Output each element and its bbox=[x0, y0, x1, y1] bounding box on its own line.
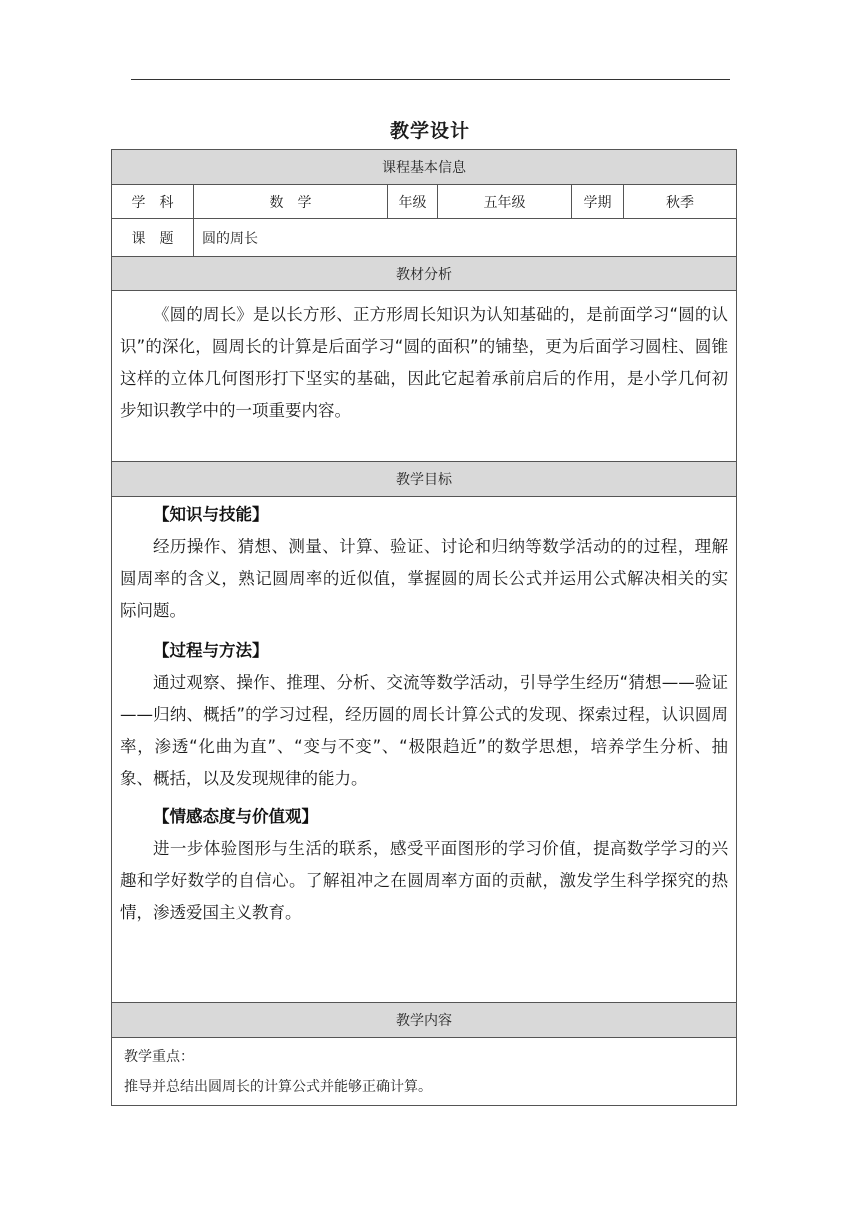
teaching-goals-header-row bbox=[112, 462, 737, 497]
process-method-text: 通过观察、操作、推理、分析、交流等数学活动，引导学生经历“猜想——验证——归纳、概括”的学习过程，经历圆的周长计算公式的发现、探索过程，认识圆周率，渗透“化曲为直”、“变与不变”、“极限趋近”的数学思想，培养学生分析、抽象、概括，以及发现规律的能力。 bbox=[120, 673, 729, 788]
header-rule bbox=[131, 79, 730, 80]
emotion-values-text: 进一步体验图形与生活的联系，感受平面图形的学习价值，提高数学学习的兴趣和学好数学的自信心。了解祖冲之在圆周率方面的贡献，激发学生科学探究的热情，渗透爱国主义教育。 bbox=[120, 839, 729, 922]
teaching-content-section-label: 教学内容 bbox=[112, 1003, 737, 1038]
grade-value: 五年级 bbox=[438, 185, 572, 219]
grade-label: 年级 bbox=[388, 185, 438, 219]
material-analysis-body bbox=[112, 291, 737, 462]
key-point-text: 推导并总结出圆周长的计算公式并能够正确计算。 bbox=[124, 1079, 432, 1095]
material-analysis-body-row bbox=[112, 291, 737, 462]
material-analysis-header-row bbox=[112, 257, 737, 291]
key-point-label: 教学重点： bbox=[124, 1049, 194, 1065]
process-method-heading: 【过程与方法】 bbox=[153, 641, 269, 660]
subject-value: 数 学 bbox=[194, 185, 388, 219]
subject-label: 学 科 bbox=[112, 185, 194, 219]
teaching-goals-body-row bbox=[112, 497, 737, 1003]
topic-value: 圆的周长 bbox=[194, 219, 737, 257]
subject-row bbox=[112, 185, 737, 219]
material-analysis-section-label: 教材分析 bbox=[112, 257, 737, 291]
teaching-content-header-row bbox=[112, 1003, 737, 1038]
lesson-plan-table bbox=[111, 149, 737, 1106]
emotion-values-heading: 【情感态度与价值观】 bbox=[153, 807, 318, 826]
teaching-goals-body bbox=[112, 497, 737, 1003]
teaching-content-body-row bbox=[112, 1038, 737, 1106]
knowledge-skill-text: 经历操作、猜想、测量、计算、验证、讨论和归纳等数学活动的的过程，理解圆周率的含义，熟记圆周率的近似值，掌握圆的周长公式并运用公式解决相关的实际问题。 bbox=[120, 537, 729, 620]
basic-info-section-label: 课程基本信息 bbox=[112, 150, 737, 185]
teaching-content-body bbox=[112, 1038, 737, 1106]
term-label: 学期 bbox=[572, 185, 624, 219]
term-value: 秋季 bbox=[624, 185, 737, 219]
teaching-goals-section-label: 教学目标 bbox=[112, 462, 737, 497]
document-title: 教学设计 bbox=[389, 120, 470, 142]
basic-info-header-row bbox=[112, 150, 737, 185]
knowledge-skill-heading: 【知识与技能】 bbox=[153, 505, 269, 524]
topic-label: 课 题 bbox=[112, 219, 194, 257]
topic-row bbox=[112, 219, 737, 257]
material-analysis-paragraph: 《圆的周长》是以长方形、正方形周长知识为认知基础的，是前面学习“圆的认识”的深化，圆周长的计算是后面学习“圆的面积”的铺垫，更为后面学习圆柱、圆锥这样的立体几何图形打下坚实的基础，因此它起着承前启后的作用，是小学几何初步知识教学中的一项重要内容。 bbox=[120, 305, 729, 420]
